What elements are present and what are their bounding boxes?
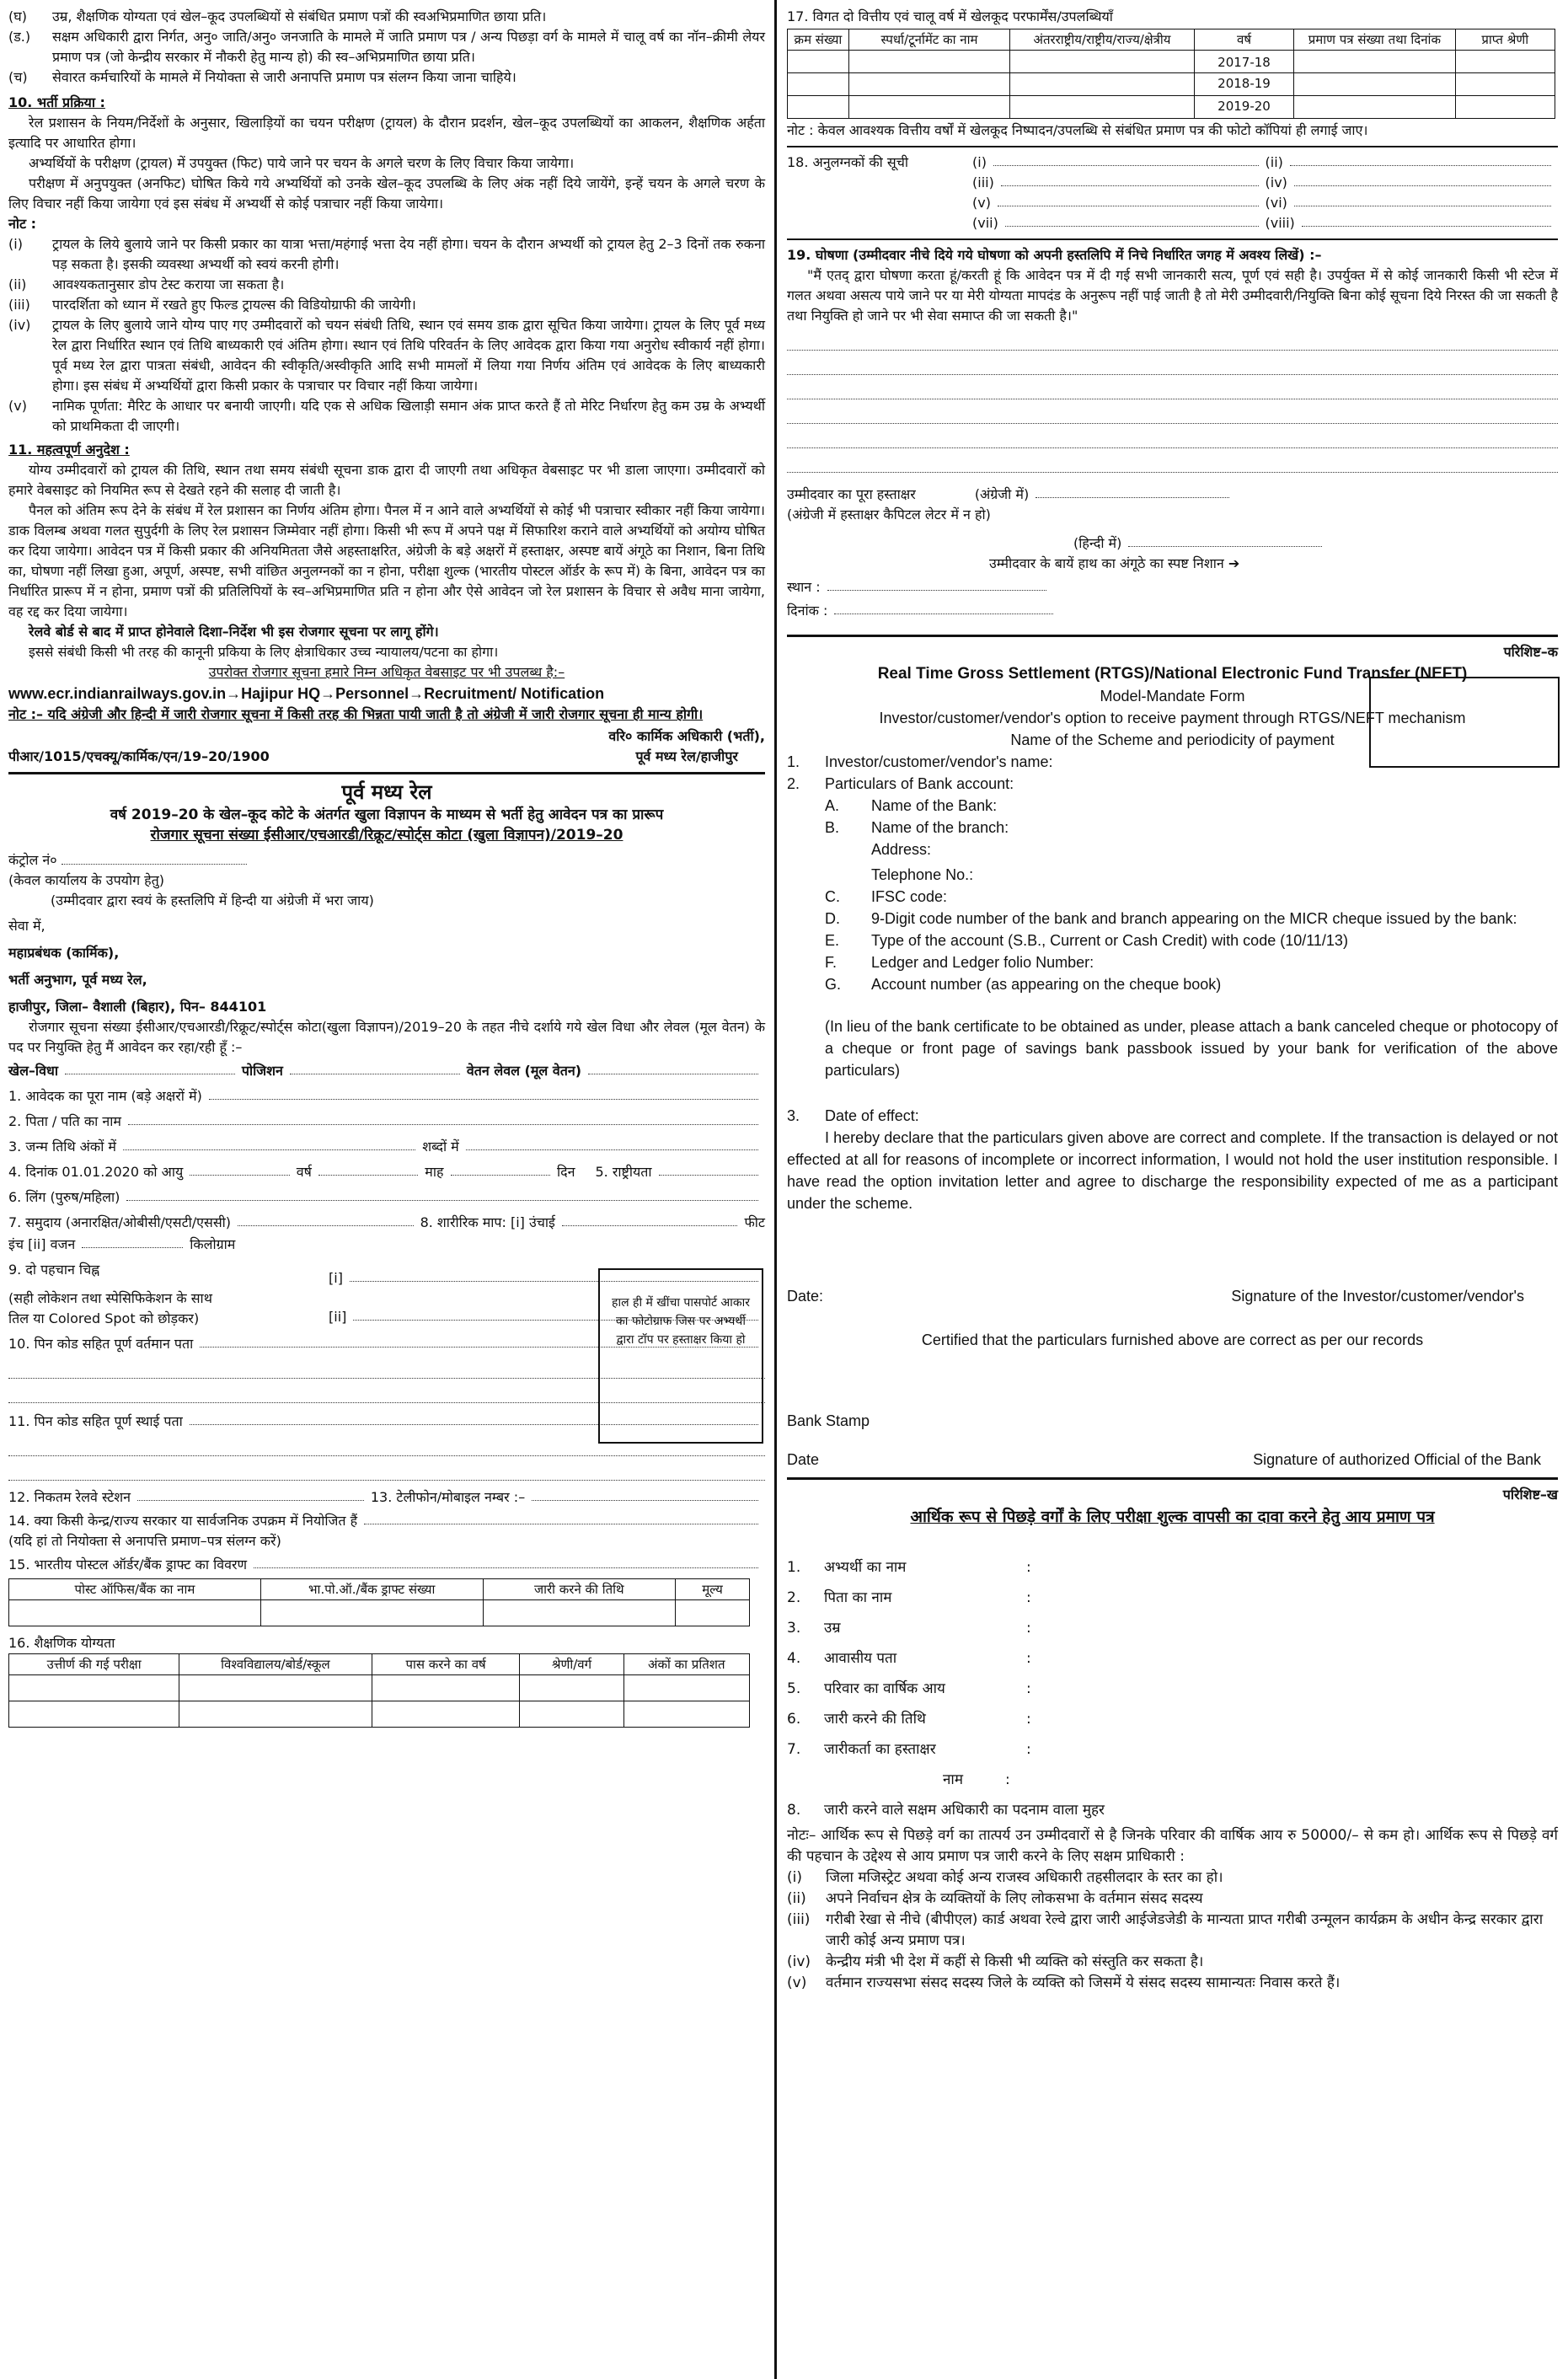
field-row: 6. लिंग (पुरुष/महिला) [8, 1187, 765, 1208]
thumb-impression-box[interactable] [1369, 677, 1560, 768]
field-row: 11. पिन कोड सहित पूर्ण स्थाई पता [8, 1412, 765, 1432]
postal-order-field[interactable] [254, 1567, 758, 1568]
annex-field[interactable] [1290, 153, 1551, 166]
annex-a-subtitle: Model-Mandate Form [1100, 688, 1245, 705]
control-number: कंट्रोल नं० [8, 850, 765, 871]
declaration-text: "मैं एतद् द्वारा घोषणा करता हूं/करती हूं कि आवेदन पत्र में दी गई सभी जानकारी सत्य, पूर्ण एवं सही है। उपर्युक्त में से कोई जानकारी किसी भी स्टेज में गलत अथवा असत्य पाये जाने पर या मेरी योग्यता मापदंड के अनुरूप नहीं पाई जाती है तो मेरी उम्मीदवारी/नियुक्ति बिना कोई सूचना दिये निरस्त की जा सकती है तथा नियुक्ति हो जाने पर भी सेवा समाप्त की जा सकती है।" [787, 267, 1558, 324]
education-table [8, 1653, 750, 1728]
annex-field[interactable] [1302, 213, 1551, 227]
language-note: नोट :– यदि अंग्रेजी और हिन्दी में जारी रोजगार सूचना में किसी तरह की भिन्नता पायी जाती है तो अंग्रेजी में जारी रोजगार सूचना ही मान्य होगी। [8, 706, 704, 722]
signature-block [8, 726, 765, 767]
income-note: नोटः– आर्थिक रूप से पिछड़े वर्ग का तात्पर्य उन उम्मीदवारों से है जिनके परिवार की वार्षिक आय रु 50000/– से कम हो। आर्थिक रूप से पिछड़े वर्ग की पहचान के उद्देश्य से आय प्रमाण पत्र जारी करने के लिए सक्षम प्राधिकारी : [787, 1827, 1558, 1865]
declaration-heading: 19. घोषणा (उम्मीदवार नीचे दिये गये घोषणा को अपनी हस्तलिपि में निचे निर्धारित जगह में अवश्य लिखें) :– [787, 247, 1322, 263]
doc-item: (च) सेवारत कर्मचारियों के मामले में नियोक्ता से जारी अनापत्ति प्रमाण पत्र संलग्न किया जाना चाहिये। [8, 69, 516, 85]
age-days-field[interactable] [451, 1175, 550, 1176]
section-11-heading: 11. महत्वपूर्ण अनुदेश : [8, 442, 130, 458]
section-11-para: योग्य उम्मीदवारों को ट्रायल की तिथि, स्थान तथा समय संबंधी सूचना डाक द्वारा दी जाएगी तथा अधिकृत वेबसाइट पर भी डाला जाएगा। उम्मीदवारों को हमारे वेबसाइट को नियमित रूप से देखते रहने की सलाह दी जाती है। [8, 462, 765, 498]
office-use: (केवल कार्यालय के उपयोग हेतु) [8, 872, 165, 888]
to-label: सेवा में, [8, 918, 45, 934]
annexures-list: 18. अनुलग्नकों की सूची (i) (ii) (iii) (iv) (v) (vi) (vii) (viii) [787, 153, 1558, 233]
signature-row: उम्मीदवार का पूरा हस्ताक्षर (अंग्रेजी में) [787, 485, 1558, 505]
table-header-row: क्रम संख्या स्पर्धा/टूर्नामेंट का नाम अंतरराष्ट्रीय/राष्ट्रीय/राज्य/क्षेत्रीय वर्ष प्रमाण पत्र संख्या तथा दिनांक प्राप्त श्रेणी [788, 29, 1555, 51]
note-item: (i) ट्रायल के लिये बुलाये जाने पर किसी प्रकार का यात्रा भत्ता/महंगाई भत्ता देय नहीं होगा। चयन के दौरान अभ्यर्थी को ट्रायल हेतु 2–3 दिनों तक रुकना पड़ सकता है। इसकी व्यवस्था अभ्यर्थी को स्वयं करनी होगी। [8, 236, 765, 272]
table-row[interactable]: 2018-19 [788, 73, 1555, 96]
divider [787, 1477, 1558, 1480]
name-field[interactable] [209, 1099, 758, 1100]
control-number-field[interactable] [62, 864, 247, 865]
lieu-note: (In lieu of the bank certificate to be obtained as under, please attach a bank canceled cheque or photocopy of a cheque or front page of savings bank passbook issued by your bank for verification of the above particulars) [825, 1018, 1558, 1079]
field-row: 1. आवेदक का पूरा नाम (बड़े अक्षरों में) [8, 1086, 765, 1106]
field-row: 10. पिन कोड सहित पूर्ण वर्तमान पता [8, 1334, 765, 1354]
annex-a-line: Investor/customer/vendor's option to receive payment through RTGS/NEFT mechanism [879, 710, 1466, 726]
annex-a-title: Real Time Gross Settlement (RTGS)/National Electronic Fund Transfer (NEFT) [877, 665, 1468, 683]
education-heading: 16. शैक्षणिक योग्यता [8, 1635, 115, 1651]
income-field: 2. पिता का नाम : [787, 1589, 1031, 1606]
photo-box[interactable]: हाल ही में खींचा पासपोर्ट आकार का फोटोग्राफ जिस पर अभ्यर्थी द्वारा टॉप पर हस्ताक्षर किया हो [598, 1268, 763, 1444]
annex-field[interactable] [1005, 213, 1259, 227]
declaration-line[interactable] [787, 424, 1558, 448]
field-row: इंच [ii] वजन किलोग्राम [8, 1236, 236, 1252]
left-column [0, 0, 773, 2379]
dob-words-field[interactable] [466, 1149, 758, 1150]
place-row: स्थान : [787, 577, 1558, 597]
authority-item: (i) जिला मजिस्ट्रेट अथवा कोई अन्य राजस्व अधिकारी तहसीलदार के स्तर का हो। [787, 1869, 1223, 1886]
bank-item: 1. Investor/customer/vendor's name: [787, 753, 1053, 770]
annex-field[interactable] [1294, 173, 1551, 186]
arrow-right-icon: ➔ [1228, 555, 1240, 571]
gender-field[interactable] [126, 1200, 758, 1201]
website-link[interactable]: www.ecr.indianrailways.gov.in→Hajipur HQ→Personnel→Recruitment/ Notification [8, 685, 605, 702]
field-row: 3. जन्म तिथि अंकों में शब्दों में [8, 1137, 765, 1157]
authority-item: (iv) केन्द्रीय मंत्री भी देश में कहीं से किसी भी व्यक्ति को संस्तुति कर सकता है। [787, 1953, 1204, 1970]
doc-item: (घ) उम्र, शैक्षणिक योग्यता एवं खेल–कूद उपलब्धियों से संबंधित प्रमाण पत्रों की स्वअभिप्रमाणित छाया प्रति। [8, 8, 547, 24]
apply-para: रोजगार सूचना संख्या ईसीआर/एचआरडी/रिक्रूट/स्पोर्ट्स कोटा(खुला विज्ञापन)/2019–20 के तहत नीचे दर्शाये गये खेल विधा और लेवल (मूल वेतन) के पद पर नियुक्ति हेतु मैं आवेदन कर रहा/रही हूँ :– [8, 1019, 765, 1055]
sports-achievements-table [787, 29, 1555, 119]
signature-english-field[interactable] [1036, 497, 1229, 498]
table-row[interactable]: 2019-20 [788, 96, 1555, 119]
section-17-note: नोट : केवल आवश्यक वित्तीय वर्षों में खेलकूद निष्पादन/उपलब्धि से संबंधित प्रमाण पत्र की फोटो कॉपियां ही लगाई जाए। [787, 122, 1368, 138]
dob-digits-field[interactable] [123, 1149, 415, 1150]
section-10-para: रेल प्रशासन के नियम/निर्देशों के अनुसार, खिलाड़ियों का चयन परीक्षण (ट्रायल) के दौरान प्रदर्शन, खेल–कूद उपलब्धियों का आकलन, शैक्षणिक अर्हता इत्यादि पर आधारित होगा। [8, 115, 765, 151]
authority-item: (ii) अपने निर्वाचन क्षेत्र के व्यक्तियों के लिए लोकसभा के वर्तमान संसद सदस्य [787, 1890, 1203, 1907]
table-header-row: पोस्ट ऑफिस/बैंक का नाम भा.पो.ऑ./बैंक ड्राफ्ट संख्या जारी करने की तिथि मूल्य [9, 1579, 750, 1600]
board-guidelines: रेलवे बोर्ड से बाद में प्राप्त होनेवाले दिशा–निर्देश भी इस रोजगार सूचना पर लागू होंगे। [29, 624, 439, 640]
annex-field[interactable] [998, 193, 1259, 206]
bank-item: 2. Particulars of Bank account: [787, 775, 1014, 792]
divider [787, 146, 1558, 147]
postal-order-table [8, 1578, 750, 1626]
annex-a-line: Name of the Scheme and periodicity of payment [1010, 731, 1335, 748]
section-17-heading: 17. विगत दो वित्तीय एवं चालू वर्ष में खेलकूद परफार्मेंस/उपलब्धियाँ [787, 8, 1113, 24]
website-intro: उपरोक्त रोजगार सूचना हमारे निम्न अधिकृत वेबसाइट पर भी उपलब्ध है:– [208, 664, 565, 680]
field-row: 14. क्या किसी केन्द्र/राज्य सरकार या सार्वजनिक उपक्रम में नियोजित हैं [8, 1511, 765, 1531]
income-field: 1. अभ्यर्थी का नाम : [787, 1559, 1031, 1576]
bank-item: D. 9-Digit code number of the bank and branch appearing on the MICR cheque issued by the bank: [825, 910, 1517, 927]
note-item: (iv) ट्रायल के लिए बुलाये जाने योग्य पाए गए उम्मीदवारों को चयन संबंधी तिथि, स्थान एवं समय डाक द्वारा सूचित किया जायेगा। ट्रायल के लिए पूर्व मध्य रेल द्वारा निर्धारित स्थान एवं तिथि बाध्यकारी एवं अंतिम होगा। स्थान एवं तिथि परिवर्तन के लिए आवेदक द्वारा किया गया अनुरोध स्वीकार्य नहीं होगा। पूर्व मध्य रेल द्वारा पात्रता संबंधी, आवेदन की स्वीकृति/अस्वीकृति आदि सभी मामलों में लिया गया निर्णय अंतिम एवं आवेदक के लिए बाध्यकारी होगा। इस संबंध में अभ्यर्थियों द्वारा किसी प्रकार के पत्राचार पर विचार नहीं किया जायेगा। [8, 317, 765, 394]
thumb-label: उम्मीदवार के बायें हाथ का अंगूठे का स्पष्ट निशान ➔ [989, 555, 1240, 571]
doc-item: (ड.) सक्षम अधिकारी द्वारा निर्गत, अनु० जाति/अनु० जनजाति के मामले में जाति प्रमाण पत्र / अन्य पिछड़ा वर्ग के मामले में चालू वर्ष का नॉन–क्रीमी लेयर प्रमाण पत्र (जो केन्द्रीय सरकार में नौकरी हेतु मान्य हो) की स्व–अभिप्रमाणित छाया प्रति। [8, 29, 765, 65]
field-row: 4. दिनांक 01.01.2020 को आयु वर्ष माह दिन 5. राष्ट्रीयता [8, 1162, 765, 1182]
signature-line: Date Signature of authorized Official of the Bank [787, 1451, 1541, 1468]
signature-row: (हिन्दी में) [787, 533, 1558, 554]
annex-field[interactable] [1001, 173, 1259, 186]
income-field: 7. जारीकर्ता का हस्ताक्षर : [787, 1741, 1031, 1758]
father-name-field[interactable] [128, 1124, 758, 1125]
fill-note: (उम्मीदवार द्वारा स्वयं के हस्तलिपि में हिन्दी या अंग्रेजी में भरा जाय) [51, 892, 374, 908]
authorities-list [787, 1867, 1558, 1994]
address-line: महाप्रबंधक (कार्मिक), [8, 945, 120, 961]
authority-item: (iii) गरीबी रेखा से नीचे (बीपीएल) कार्ड अथवा रेल्वे द्वारा जारी आईजेडजेडी के मान्यता प्राप्त गरीबी उन्मूलन कार्यक्रम के अधीन केन्द्र सरकार द्वारा जारी कोई अन्य प्रमाण पत्र। [787, 1911, 1544, 1949]
income-field: 6. जारी करने की तिथि : [787, 1711, 1031, 1728]
bank-item: Telephone No.: [871, 866, 974, 883]
bank-item: G. Account number (as appearing on the cheque book) [825, 976, 1222, 993]
income-field: 8. जारी करने वाले सक्षम अधिकारी का पदनाम वाला मुहर [787, 1802, 1105, 1819]
station-field[interactable] [137, 1500, 364, 1501]
authority-item: (v) वर्तमान राज्यसभा संसद सदस्य जिले के व्यक्ति को जिसमें ये संसद सदस्य सामान्यतः निवास करते हैं। [787, 1974, 1341, 1991]
community-field[interactable] [238, 1225, 414, 1226]
signature-hindi-field[interactable] [1128, 546, 1322, 547]
declaration-line[interactable] [787, 351, 1558, 375]
form-railway: पूर्व मध्य रेल [341, 780, 432, 804]
note-item: (v) नामिक पूर्णता: मैरिट के आधार पर बनायी जाएगी। यदि एक से अधिक खिलाड़ी समान अंक प्राप्त करते हैं तो मेरिट निर्धारण हेतु कम उम्र के अभ्यर्थी को प्राथमिकता दी जाएगी। [8, 398, 765, 434]
signatory: वरि० कार्मिक अधिकारी (भर्ती), पूर्व मध्य रेल/हाजीपुर [608, 728, 765, 764]
form-title: वर्ष 2019–20 के खेल–कूद कोटे के अंतर्गत खुला विज्ञापन के माध्यम से भर्ती हेतु आवेदन पत्र का प्रारूप [110, 806, 664, 823]
bank-item: C. IFSC code: [825, 888, 948, 905]
post-row: खेल–विधा पोजिशन वेतन लेवल (मूल वेतन) [8, 1061, 765, 1081]
age-months-field[interactable] [318, 1175, 418, 1176]
bank-item: 3. Date of effect: [787, 1107, 919, 1124]
annex-a-declaration: I hereby declare that the particulars given above are correct and complete. If the transaction is delayed or not effected at all for reasons of incomplete or incorrect information, I would not hold the user institution responsible. I have read the option invitation letter and agree to discharge the responsibility expected of me as a participant under the scheme. [787, 1129, 1558, 1212]
bank-item: A. Name of the Bank: [825, 797, 998, 814]
note-item: (ii) आवश्यकतानुसार डोप टेस्ट कराया जा सकता है। [8, 276, 285, 292]
annex-field[interactable] [993, 153, 1259, 166]
table-row[interactable] [9, 1701, 750, 1728]
address-line: भर्ती अनुभाग, पूर्व मध्य रेल, [8, 972, 147, 988]
bank-stamp: Bank Stamp [787, 1412, 870, 1429]
phone-field[interactable] [532, 1500, 758, 1501]
table-row[interactable]: 2017-18 [788, 51, 1555, 73]
field-row: 12. निकतम रेलवे स्टेशन 13. टेलीफोन/मोबाइल नम्बर :– [8, 1487, 765, 1508]
divider [787, 635, 1558, 637]
income-field: 3. उम्र : [787, 1620, 1031, 1637]
form-subtitle: रोजगार सूचना संख्या ईसीआर/एचआरडी/रिक्रूट/स्पोर्ट्स कोटा (खुला विज्ञापन)/2019–20 [150, 827, 623, 844]
permanent-address-line[interactable] [8, 1456, 765, 1481]
income-field: नाम : [943, 1771, 1010, 1788]
divider [787, 238, 1558, 240]
application-form [8, 780, 765, 1728]
nationality-field[interactable] [659, 1175, 758, 1176]
divider [8, 772, 765, 774]
weight-field[interactable] [82, 1247, 183, 1248]
signature-line: Date: Signature of the Investor/customer/vendor's [787, 1288, 1524, 1305]
identification-marks: 9. दो पहचान चिह्न (सही लोकेशन तथा स्पेसिफिकेशन के साथ तिल या Colored Spot को छोड़कर) [i] [ii] [8, 1260, 765, 1329]
notes-list [8, 234, 765, 437]
note-label: नोट : [8, 216, 37, 232]
table-row[interactable] [9, 1675, 750, 1701]
annex-label: परिशिष्ट–क [1503, 644, 1558, 660]
right-column [779, 0, 1568, 2379]
section-10-para: परीक्षण में अनुपयुक्त (अनफिट) घोषित किये गये अभ्यर्थियों को उनके खेल–कूद उपलब्धि के लिए अंक नहीं दिये जायेंगे, इन्हें चयन के अगले चरण के लिए विचार नहीं किया जायेगा एवं इस संबंध में अभ्यर्थी से कोई पत्राचार नहीं किया जायेगा। [8, 175, 765, 212]
date-row: दिनांक : [787, 601, 1558, 621]
declaration-line[interactable] [787, 326, 1558, 351]
section-10-heading: 10. भर्ती प्रक्रिया : [8, 94, 105, 110]
income-fields [787, 1552, 1558, 1825]
annexure-b [787, 1485, 1558, 1994]
bank-item: F. Ledger and Ledger folio Number: [825, 954, 1094, 971]
jurisdiction: इससे संबंधी किसी भी तरह की कानूनी प्रकिया के लिए क्षेत्राधिकार उच्च न्यायालय/पटना का होगा। [29, 644, 499, 660]
bank-item: Address: [871, 841, 932, 858]
note-item: (iii) पारदर्शिता को ध्यान में रखते हुए फिल्ड ट्रायल्स की विडियोग्राफी की जायेगी। [8, 297, 416, 313]
table-row[interactable] [9, 1600, 750, 1626]
documents-list [8, 7, 765, 88]
field-row: 7. समुदाय (अनारक्षित/ओबीसी/एसटी/एससी) 8. शारीरिक माप: [i] उंचाई फीट [8, 1214, 765, 1230]
certified-text: Certified that the particulars furnished above are correct as per our records [921, 1331, 1424, 1348]
field-row: 2. पिता / पति का नाम [8, 1112, 765, 1132]
bank-item: B. Name of the branch: [825, 819, 1009, 836]
column-divider [774, 0, 777, 2379]
address-line: हाजीपुर, जिला– वैशाली (बिहार), पिन– 844101 [8, 999, 267, 1015]
age-years-field[interactable] [190, 1175, 289, 1176]
declaration-line[interactable] [787, 375, 1558, 399]
section-10-para: अभ्यर्थियों के परीक्षण (ट्रायल) में उपयुक्त (फिट) पाये जाने पर चयन के अगले चरण के लिए विचार किया जायेगा। [29, 155, 575, 171]
noc-note: (यदि हां तो नियोक्ता से अनापत्ति प्रमाण–पत्र संलग्न करें) [8, 1533, 281, 1549]
signature-note: (अंग्रेजी में हस्ताक्षर कैपिटल लेटर में न हो) [787, 506, 991, 522]
pr-number: पीआर/1015/एचक्यू/कार्मिक/एन/19–20/1900 [8, 748, 270, 764]
table-header-row: उत्तीर्ण की गई परीक्षा विश्वविद्यालय/बोर्ड/स्कूल पास करने का वर्ष श्रेणी/वर्ग अंकों का प्रतिशत [9, 1654, 750, 1675]
declaration-line[interactable] [787, 399, 1558, 424]
section-11-para: पैनल को अंतिम रूप देने के संबंध में रेल प्रशासन का निर्णय अंतिम होगा। पैनल में न आने वाले अभ्यर्थियों से कोई भी पत्राचार स्वीकार नहीं किया जायेगा। डाक विलम्ब अथवा गलत सुपुर्दगी के लिए रेल प्रशासन जिम्मेवार नहीं होगा। किसी भी रूप में अपने पक्ष में सिफारिश कराने वाले अभ्यर्थियों को अयोग्य घोषित कर दिया जायेगा। आवेदन पत्र में किसी प्रकार की अनियमितता जैसे अहस्ताक्षरित, अंग्रेजी के बड़े अक्षरों में हस्ताक्षर, अस्पष्ट बायें अंगूठे का निशान, बिना तिथि का, घोषणा नहीं लिखा हुआ, अपूर्ण, अस्पष्ट, सभी वांछित अनुलग्नकों का न होना, परीक्षा शुल्क (भारतीय पोस्टल ऑर्डर के रूप में) के बिना, आवेदन पत्र का निर्धारित प्रारूप में न होना, प्रमाण पत्रों की प्रतिलिपियों के स्व–अभिप्रमाणित प्रति न होना और ऐसे आवेदन जो रेल प्रशासन के विचार से अवैध माना जायेगा, वह रद्द कर दिया जायेगा। [8, 502, 765, 619]
annex-field[interactable] [1294, 193, 1551, 206]
place-field[interactable] [827, 590, 1046, 591]
annex-label: परिशिष्ट–ख [1502, 1487, 1558, 1503]
annex-b-title: आर्थिक रूप से पिछड़े वर्गों के लिए परीक्षा शुल्क वापसी का दावा करने हेतु आय प्रमाण पत्र [910, 1508, 1435, 1526]
income-field: 4. आवासीय पता : [787, 1650, 1031, 1667]
income-field: 5. परिवार का वार्षिक आय : [787, 1680, 1031, 1697]
bank-item: E. Type of the account (S.B., Current or Cash Credit) with code (10/11/13) [825, 932, 1348, 949]
declaration-line[interactable] [787, 448, 1558, 473]
field-row: 15. भारतीय पोस्टल ऑर्डर/बैंक ड्राफ्ट का विवरण [8, 1555, 765, 1575]
height-feet-field[interactable] [562, 1225, 738, 1226]
